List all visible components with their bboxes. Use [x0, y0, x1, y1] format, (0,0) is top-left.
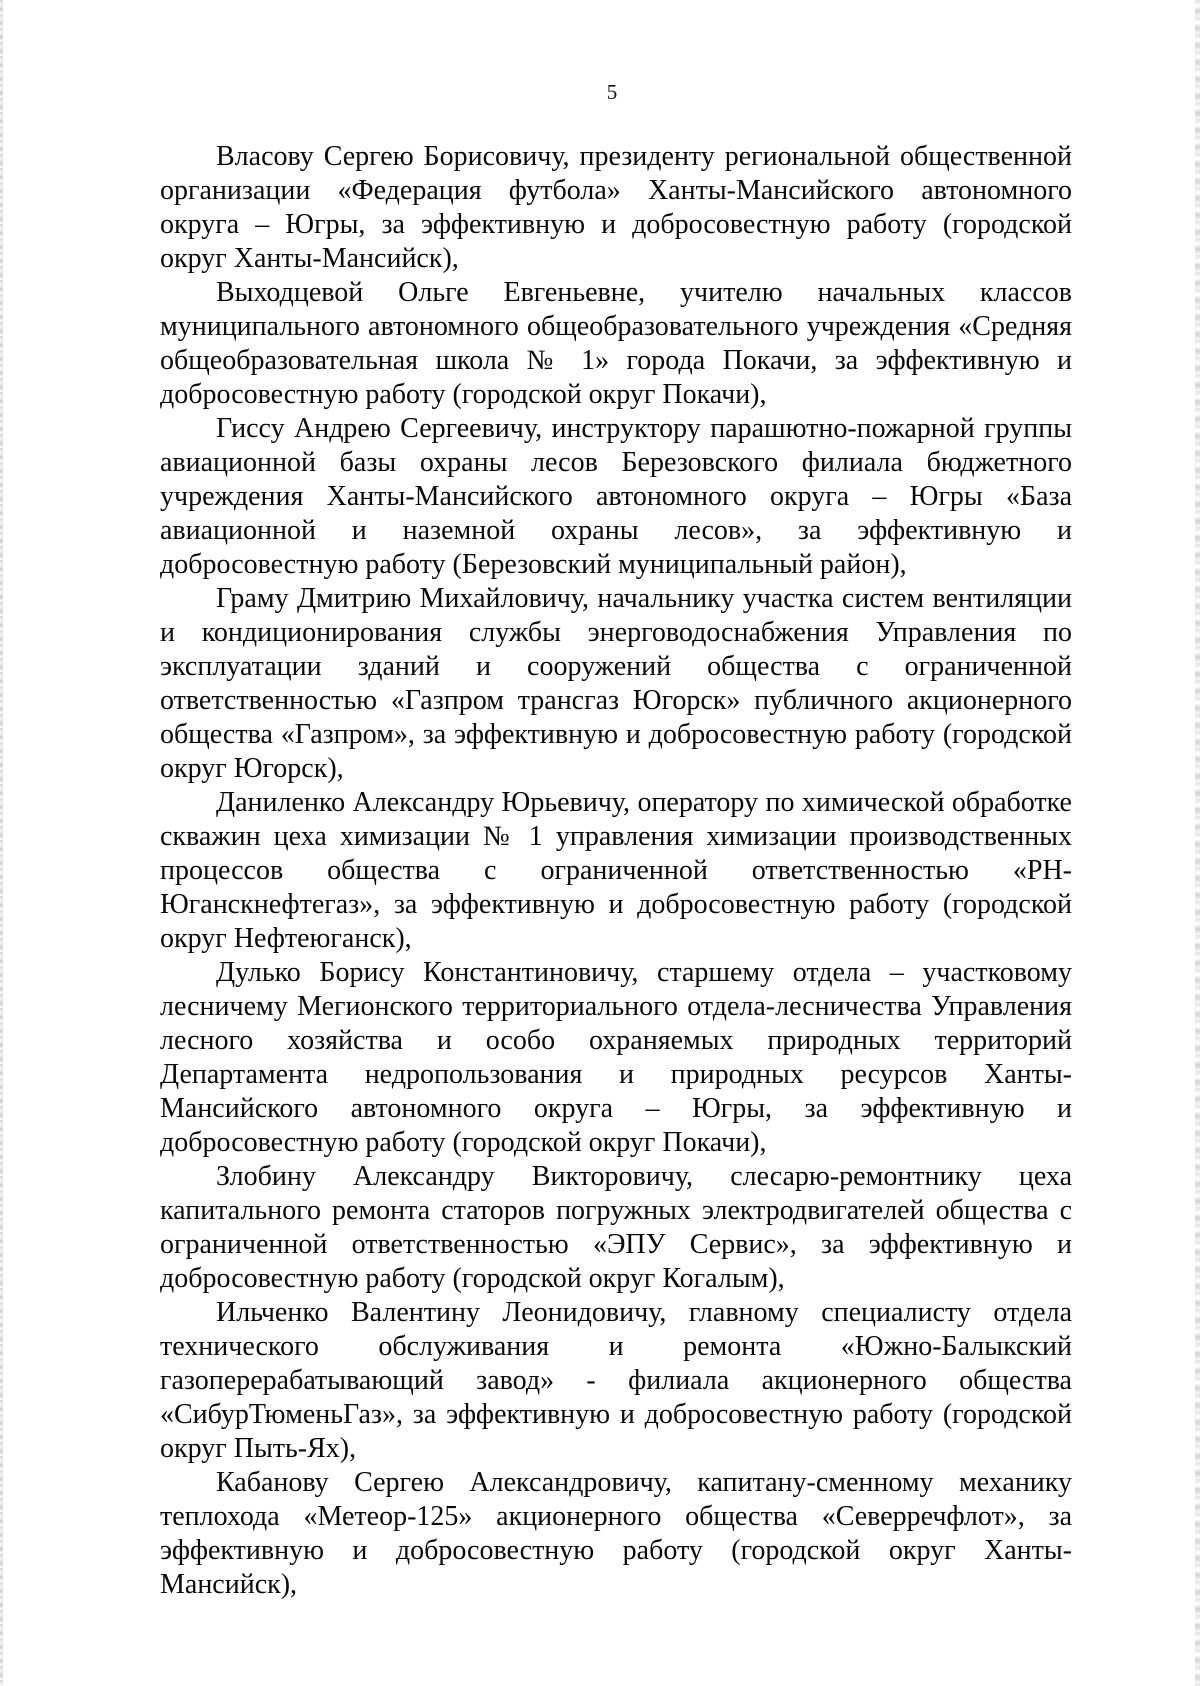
paragraph-ilchenko: Ильченко Валентину Леонидовичу, главному специалисту отдела технического обслуживания и ремонта «Южно-Балыкский газоперерабатывающий завод» - филиала акционерного общества «СибурТюменьГаз», за эффективную и добросовестную работу (городской округ Пыть-Ях),: [160, 1297, 1072, 1464]
document-body: [160, 140, 1072, 1602]
scan-edge-left: [0, 0, 3, 1686]
scan-edge-right: [1195, 0, 1200, 1686]
paragraph-gram: Граму Дмитрию Михайловичу, начальнику участка систем вентиляции и кондиционирования службы энерговодоснабжения Управления по эксплуатации зданий и сооружений общества с ограниченной ответственностью «Газпром трансгаз Югорск» публичного акционерного общества «Газпром», за эффективную и добросовестную работу (городской округ Югорск),: [160, 583, 1072, 784]
paragraph-zlobin: Злобину Александру Викторовичу, слесарю-ремонтнику цеха капитального ремонта статоров погружных электродвигателей общества с ограниченной ответственностью «ЭПУ Сервис», за эффективную и добросовестную работу (городской округ Когалым),: [160, 1161, 1072, 1294]
paragraph-giss: Гиссу Андрею Сергеевичу, инструктору парашютно-пожарной группы авиационной базы охраны лесов Березовского филиала бюджетного учреждения Ханты-Мансийского автономного округа – Югры «База авиационной и наземной охраны лесов», за эффективную и добросовестную работу (Березовский муниципальный район),: [160, 413, 1072, 580]
page-number: 5: [606, 80, 618, 104]
paragraph-dulko: Дулько Борису Константиновичу, старшему отдела – участковому лесничему Мегионского территориального отдела-лесничества Управления лесного хозяйства и особо охраняемых природных территорий Департамента недропользования и природных ресурсов Ханты-Мансийского автономного округа – Югры, за эффективную и добросовестную работу (городской округ Покачи),: [160, 957, 1072, 1158]
paragraph-danilenko: Даниленко Александру Юрьевичу, оператору по химической обработке скважин цеха химизации № 1 управления химизации производственных процессов общества с ограниченной ответственностью «РН-Юганскнефтегаз», за эффективную и добросовестную работу (городской округ Нефтеюганск),: [160, 787, 1072, 954]
paragraph-vlasov: Власову Сергею Борисовичу, президенту региональной общественной организации «Федерация футбола» Ханты-Мансийского автономного округа – Югры, за эффективную и добросовестную работу (городской округ Ханты-Мансийск),: [160, 141, 1072, 274]
paragraph-vykhodtseva: Выходцевой Ольге Евгеньевне, учителю начальных классов муниципального автономного общеобразовательного учреждения «Средняя общеобразовательная школа № 1» города Покачи, за эффективную и добросовестную работу (городской округ Покачи),: [160, 277, 1072, 410]
paragraph-kabanov: Кабанову Сергею Александровичу, капитану-сменному механику теплохода «Метеор-125» акционерного общества «Северречфлот», за эффективную и добросовестную работу (городской округ Ханты-Мансийск),: [160, 1467, 1072, 1600]
